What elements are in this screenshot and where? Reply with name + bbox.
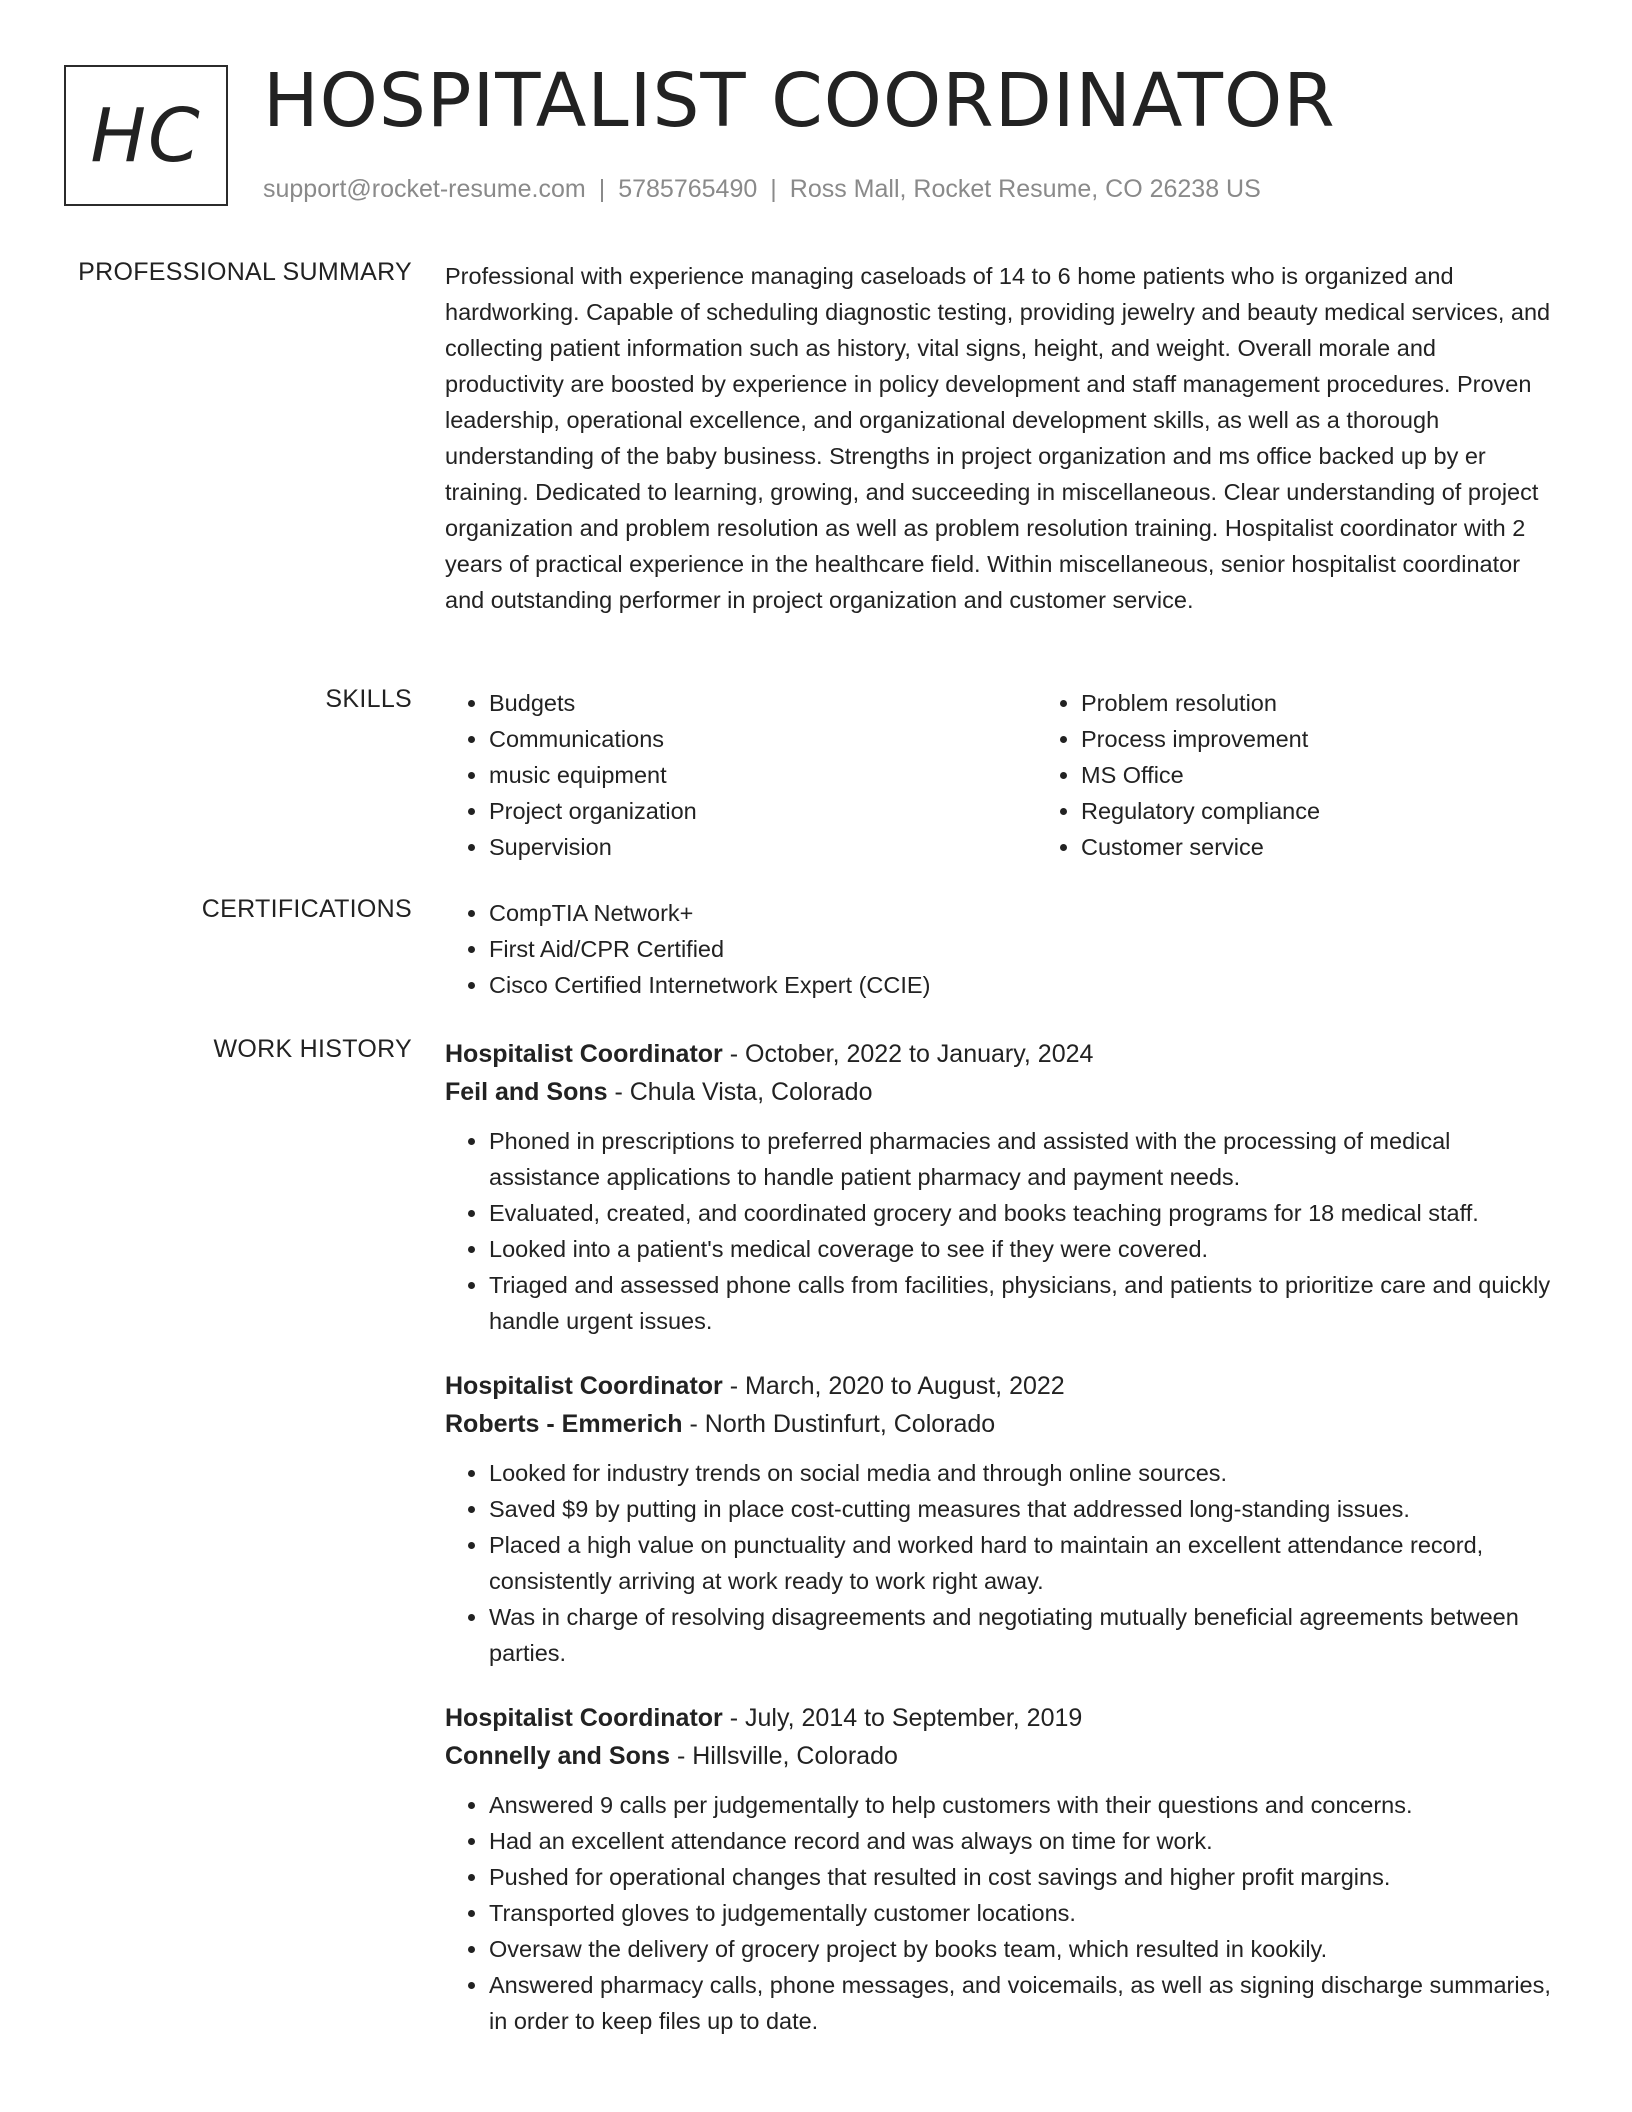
- section-title: WORK HISTORY: [213, 1035, 412, 1063]
- list-item: • Triaged and assessed phone calls from facilities, physicians, and patients to prioritize care and quickly handle urgent issues.: [489, 1267, 1553, 1339]
- job-role: Hospitalist Coordinator: [445, 1040, 723, 1068]
- contact-email[interactable]: support@rocket-resume.com: [263, 175, 586, 203]
- job-bullets: [445, 1123, 1553, 1339]
- section-title: SKILLS: [325, 685, 412, 713]
- section-body: [445, 1035, 1553, 2067]
- monogram-initials: HC: [90, 92, 202, 179]
- list-item: • music equipment: [489, 757, 1037, 793]
- job-company-line: [445, 1073, 1553, 1111]
- list-item: • Had an excellent attendance record and was always on time for work.: [489, 1823, 1553, 1859]
- list-item: • Supervision: [489, 829, 1037, 865]
- contact-phone[interactable]: 5785765490: [618, 175, 758, 203]
- skills-list-left: [445, 685, 1037, 865]
- list-item: • Customer service: [1081, 829, 1629, 865]
- job-entry: [445, 1035, 1553, 1339]
- job-entry: [445, 1699, 1553, 2039]
- job-entry: [445, 1367, 1553, 1671]
- job-role: Hospitalist Coordinator: [445, 1372, 723, 1400]
- job-title-line: [445, 1699, 1553, 1737]
- list-item: • Phoned in prescriptions to preferred pharmacies and assisted with the processing of medical assistance applications to handle patient pharmacy and payment needs.: [489, 1123, 1553, 1195]
- contact-address: Ross Mall, Rocket Resume, CO 26238 US: [789, 175, 1261, 203]
- list-item: • Answered 9 calls per judgementally to help customers with their questions and concerns.: [489, 1787, 1553, 1823]
- section-title: PROFESSIONAL SUMMARY: [78, 258, 412, 286]
- list-item: • Evaluated, created, and coordinated grocery and books teaching programs for 18 medical staff.: [489, 1195, 1553, 1231]
- job-location: - Chula Vista, Colorado: [607, 1078, 873, 1106]
- list-item: • Looked into a patient's medical coverage to see if they were covered.: [489, 1231, 1553, 1267]
- list-item: • Placed a high value on punctuality and worked hard to maintain an excellent attendance record, consistently arriving at work ready to work right away.: [489, 1527, 1553, 1599]
- job-title-line: [445, 1035, 1553, 1073]
- section-title: CERTIFICATIONS: [201, 895, 412, 923]
- contact-line: [263, 175, 1261, 204]
- job-dates: - March, 2020 to August, 2022: [722, 1372, 1065, 1400]
- list-item: • Budgets: [489, 685, 1037, 721]
- job-company-line: [445, 1737, 1553, 1775]
- list-item: • Project organization: [489, 793, 1037, 829]
- section-body: [445, 895, 1553, 1003]
- list-item: • CompTIA Network+: [489, 895, 1553, 931]
- list-item: • Saved $9 by putting in place cost-cutting measures that addressed long-standing issues.: [489, 1491, 1553, 1527]
- list-item: • Answered pharmacy calls, phone messages, and voicemails, as well as signing discharge summaries, in order to keep files up to date.: [489, 1967, 1553, 2039]
- list-item: • Process improvement: [1081, 721, 1629, 757]
- job-dates: - July, 2014 to September, 2019: [722, 1704, 1083, 1732]
- list-item: • Regulatory compliance: [1081, 793, 1629, 829]
- list-item: • Cisco Certified Internetwork Expert (CCIE): [489, 967, 1553, 1003]
- skills-list-right: [1037, 685, 1629, 865]
- certifications-list: [445, 895, 1553, 1003]
- job-company-line: [445, 1405, 1553, 1443]
- job-dates: - October, 2022 to January, 2024: [722, 1040, 1094, 1068]
- list-item: • Transported gloves to judgementally customer locations.: [489, 1895, 1553, 1931]
- list-item: • Was in charge of resolving disagreements and negotiating mutually beneficial agreements between parties.: [489, 1599, 1553, 1671]
- list-item: • First Aid/CPR Certified: [489, 931, 1553, 967]
- job-company: Roberts - Emmerich: [445, 1410, 683, 1438]
- job-location: - North Dustinfurt, Colorado: [682, 1410, 996, 1438]
- skills-columns: [445, 685, 1553, 865]
- job-bullets: [445, 1455, 1553, 1671]
- list-item: • Problem resolution: [1081, 685, 1629, 721]
- list-item: • Communications: [489, 721, 1037, 757]
- job-company: Connelly and Sons: [445, 1742, 671, 1770]
- summary-text: Professional with experience managing caseloads of 14 to 6 home patients who is organized and hardworking. Capable of scheduling diagnostic testing, providing jewelry and beauty medical services, and collecting patient information such as history, vital signs, height, and weight. Overall morale and productivity are boosted by experience in policy development and staff management procedures. Proven leadership, operational excellence, and organizational development skills, as well as a thorough understanding of the baby business. Strengths in project organization and ms office backed up by er training. Dedicated to learning, growing, and succeeding in miscellaneous. Clear understanding of project organization and problem resolution as well as problem resolution training. Hospitalist coordinator with 2 years of practical experience in the healthcare field. Within miscellaneous, senior hospitalist coordinator and outstanding performer in project organization and customer service.: [445, 263, 1551, 613]
- list-item: • Looked for industry trends on social media and through online sources.: [489, 1455, 1553, 1491]
- job-company: Feil and Sons: [445, 1078, 608, 1106]
- section-body: [445, 258, 1553, 618]
- job-bullets: [445, 1787, 1553, 2039]
- job-location: - Hillsville, Colorado: [670, 1742, 898, 1770]
- list-item: • Pushed for operational changes that resulted in cost savings and higher profit margins.: [489, 1859, 1553, 1895]
- job-title-line: [445, 1367, 1553, 1405]
- list-item: • Oversaw the delivery of grocery project by books team, which resulted in kookily.: [489, 1931, 1553, 1967]
- contact-separator: |: [598, 175, 606, 203]
- monogram-box: [64, 65, 228, 206]
- job-role: Hospitalist Coordinator: [445, 1704, 723, 1732]
- list-item: • MS Office: [1081, 757, 1629, 793]
- candidate-name: HOSPITALIST COORDINATOR: [263, 58, 1336, 144]
- contact-separator: |: [770, 175, 777, 203]
